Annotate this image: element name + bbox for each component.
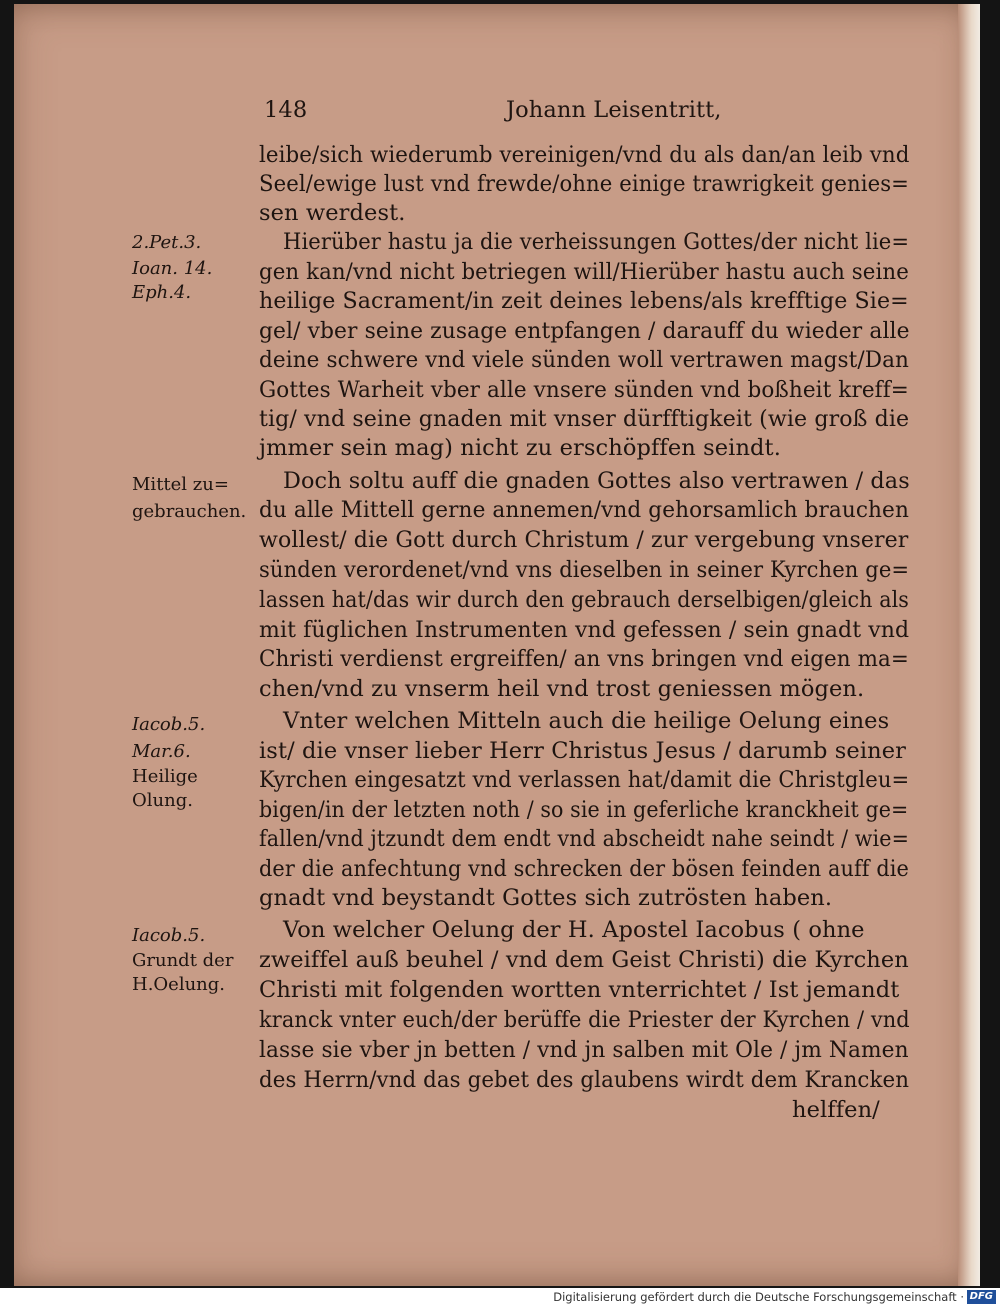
margin-note: Mar.6. <box>132 741 191 762</box>
body-line: deine schwere vnd viele sünden woll vertrawen magst/Dan <box>259 347 909 373</box>
body-line: lasse sie vber jn betten / vnd jn salben mit Ole / jm Namen <box>259 1037 909 1063</box>
dfg-credit-text: Digitalisierung gefördert durch die Deutsche Forschungsgemeinschaft · <box>553 1290 964 1304</box>
margin-note: Eph.4. <box>132 282 192 303</box>
credit-bar <box>0 1288 1000 1307</box>
body-line: wollest/ die Gott durch Christum / zur vergebung vnserer <box>259 527 909 553</box>
body-line: gel/ vber seine zusage entpfangen / darauff du wieder alle <box>259 318 910 344</box>
margin-note: Mittel zu= <box>132 474 229 495</box>
body-line: Hierüber hastu ja die verheissungen Gottes/der nicht lie= <box>283 229 910 255</box>
margin-note: Iacob.5. <box>132 925 206 946</box>
page-number: 148 <box>264 97 308 123</box>
body-line: Von welcher Oelung der H. Apostel Iacobus ( ohne <box>283 917 865 943</box>
body-line: lassen hat/das wir durch den gebrauch derselbigen/gleich als <box>259 587 909 613</box>
body-line: Vnter welchen Mitteln auch die heilige Oelung eines <box>283 708 890 734</box>
margin-note: Heilige <box>132 766 198 787</box>
body-line: mit füglichen Instrumenten vnd gefessen / sein gnadt vnd <box>259 617 910 643</box>
body-line: jmmer sein mag) nicht zu erschöpffen seindt. <box>259 435 781 461</box>
margin-note: 2.Pet.3. <box>132 232 202 253</box>
margin-note: Olung. <box>132 790 193 811</box>
margin-note: H.Oelung. <box>132 974 226 995</box>
body-line: Gottes Warheit vber alle vnsere sünden vnd boßheit kreff= <box>259 377 909 403</box>
body-line: bigen/in der letzten noth / so sie in geferliche kranckheit ge= <box>259 797 909 823</box>
dfg-logo: DFG <box>967 1290 996 1304</box>
body-line: kranck vnter euch/der berüffe die Priester der Kyrchen / vnd <box>259 1007 910 1033</box>
body-line: gen kan/vnd nicht betriegen will/Hierüber hastu auch seine <box>259 259 909 285</box>
body-line: Kyrchen eingesatzt vnd verlassen hat/damit die Christgleu= <box>259 767 910 793</box>
body-line: tig/ vnd seine gnaden mit vnser dürfftigkeit (wie groß die <box>259 406 910 432</box>
margin-note: gebrauchen. <box>132 501 247 522</box>
margin-note: Iacob.5. <box>132 714 206 735</box>
body-line: Doch soltu auff die gnaden Gottes also vertrawen / das <box>283 468 910 494</box>
body-line: heilige Sacrament/in zeit deines lebens/als krefftige Sie= <box>259 288 909 314</box>
body-line: Christi verdienst ergreiffen/ an vns bringen vnd eigen ma= <box>259 646 909 672</box>
margin-note: Grundt der <box>132 950 234 971</box>
body-line: fallen/vnd jtzundt dem endt vnd abscheidt nahe seindt / wie= <box>259 826 909 852</box>
page-edge <box>958 4 980 1286</box>
running-title: Johann Leisentritt, <box>506 97 722 123</box>
body-line: Christi mit folgenden wortten vnterrichtet / Ist jemandt <box>259 977 900 1003</box>
body-line: helffen/ <box>792 1097 880 1123</box>
body-line: Seel/ewige lust vnd frewde/ohne einige trawrigkeit genies= <box>259 171 910 197</box>
body-line: leibe/sich wiederumb vereinigen/vnd du als dan/an leib vnd <box>259 142 910 168</box>
body-line: chen/vnd zu vnserm heil vnd trost geniessen mögen. <box>259 676 865 702</box>
body-line: ist/ die vnser lieber Herr Christus Jesus / darumb seiner <box>259 738 907 764</box>
margin-note: Ioan. 14. <box>132 258 213 279</box>
body-line: zweiffel auß beuhel / vnd dem Geist Christi) die Kyrchen <box>259 947 909 973</box>
body-line: des Herrn/vnd das gebet des glaubens wirdt dem Krancken <box>259 1067 910 1093</box>
body-line: sünden verordenet/vnd vns dieselben in seiner Kyrchen ge= <box>259 557 910 583</box>
body-line: gnadt vnd beystandt Gottes sich zutrösten haben. <box>259 885 833 911</box>
book-page <box>14 4 980 1286</box>
body-line: sen werdest. <box>259 200 406 226</box>
body-line: der die anfechtung vnd schrecken der bösen feinden auff die <box>259 856 909 882</box>
body-line: du alle Mittell gerne annemen/vnd gehorsamlich brauchen <box>259 497 909 523</box>
